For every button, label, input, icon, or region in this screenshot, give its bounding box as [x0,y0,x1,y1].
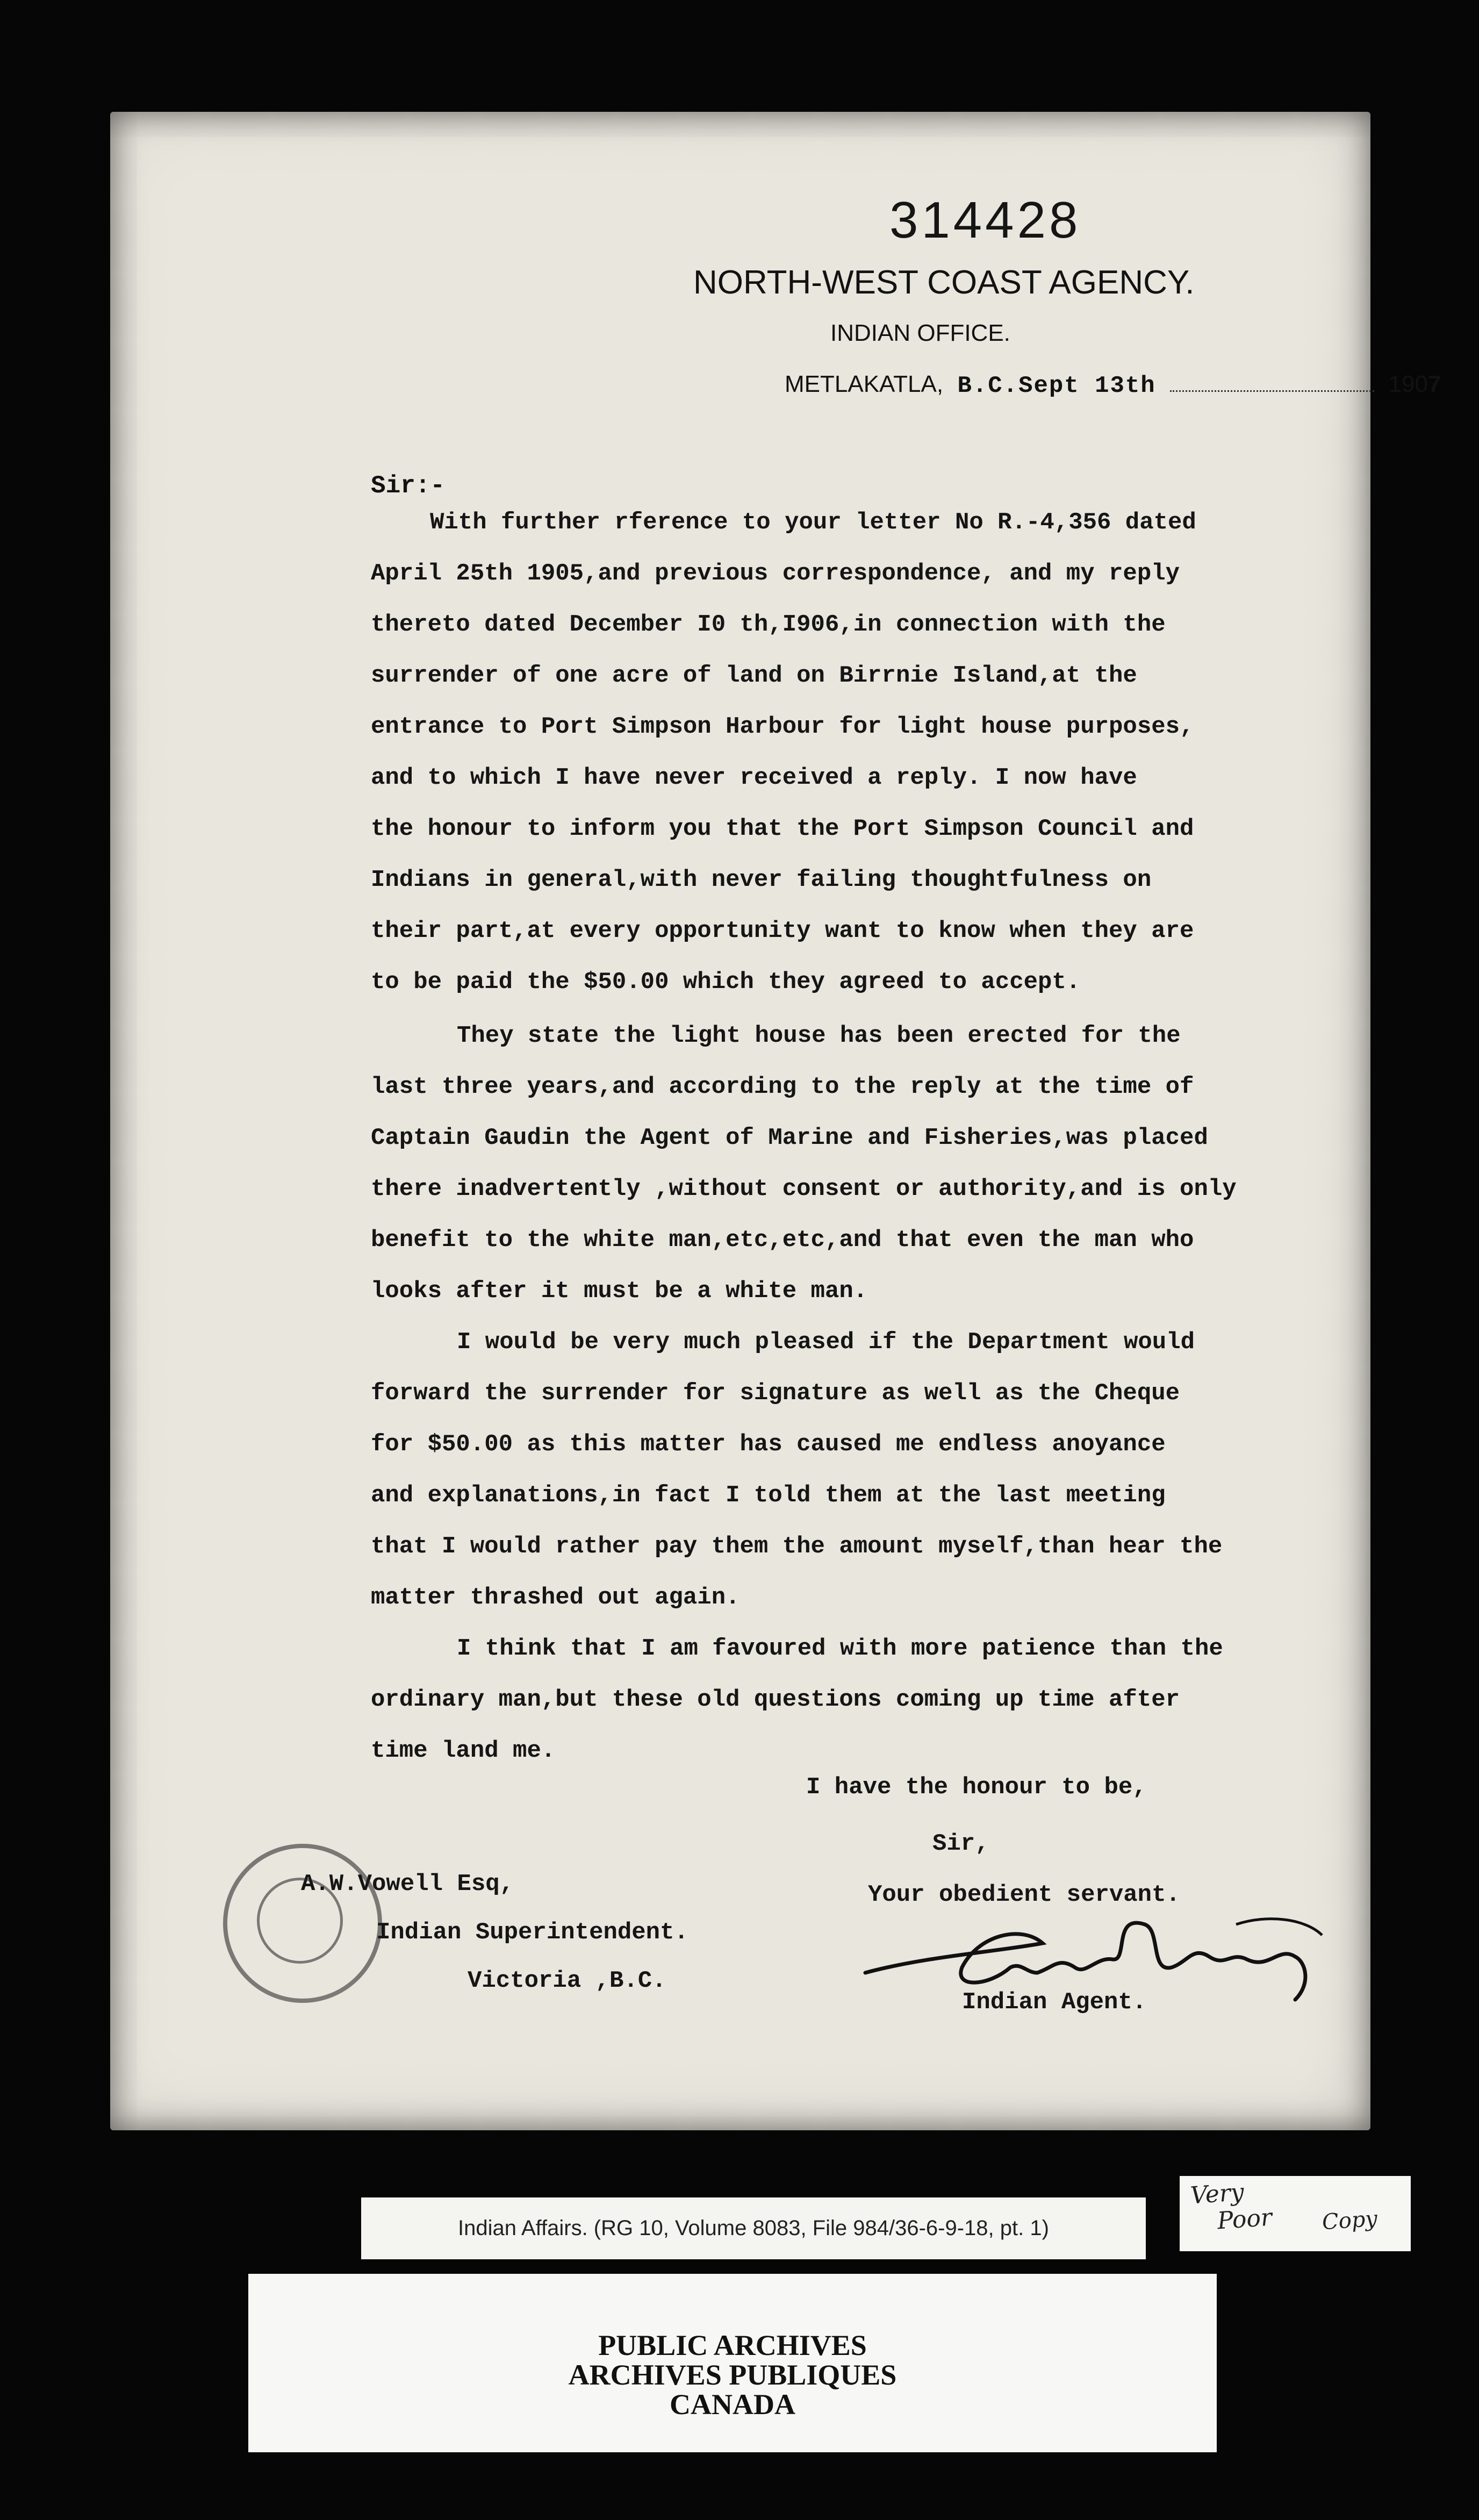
text-line: the honour to inform you that the Port Simpson Council and [371,815,1194,842]
note-line-2: Poor [1216,2203,1273,2235]
text-line: for $50.00 as this matter has caused me endless anoyance [371,1431,1166,1458]
addressee-place: Victoria ,B.C. [468,1967,666,1994]
paragraph-1 [371,497,1295,1008]
date-written: B.C.Sept 13th [957,373,1156,399]
note-line-1: Very [1189,2178,1245,2210]
paragraph-2 [371,1011,1295,1317]
place-name: METLAKATLA, [785,371,944,397]
text-line: With further rference to your letter No R.-4,356 dated [430,509,1196,536]
text-line: They state the light house has been erected for the [457,1022,1181,1049]
date-rule [1170,385,1374,392]
text-line: thereto dated December I0 th,I906,in connection with the [371,611,1166,638]
paragraph-3 [371,1317,1295,1623]
text-line: last three years,and according to the reply at the time of [371,1073,1194,1100]
file-number-stamp: 314428 [889,191,1081,249]
text-line: surrender of one acre of land on Birrnie Island,at the [371,662,1137,689]
text-line: Captain Gaudin the Agent of Marine and Fisheries,was placed [371,1125,1208,1151]
note-line-3: Copy [1321,2206,1379,2235]
closing-honour: I have the honour to be, [806,1774,1147,1801]
text-line: that I would rather pay them the amount myself,than hear the [371,1533,1223,1560]
addressee-name: A.W.Vowell Esq, [301,1871,514,1898]
year-suffix: 7 [1427,371,1441,397]
text-line: their part,at every opportunity want to know when they are [371,918,1194,944]
text-line: there inadvertently ,without consent or authority,and is only [371,1176,1237,1202]
letterhead-office: INDIAN OFFICE. [830,320,1010,346]
signer-title: Indian Agent. [962,1989,1147,2016]
place-date-line [785,371,1441,399]
closing-sir: Sir, [932,1830,989,1857]
salutation: Sir:- [371,472,446,500]
text-line: I would be very much pleased if the Department would [457,1329,1195,1356]
text-line: and explanations,in fact I told them at the last meeting [371,1482,1166,1509]
handwritten-note [1180,2176,1411,2251]
text-line: matter thrashed out again. [371,1584,740,1611]
archive-caption: Indian Affairs. (RG 10, Volume 8083, File 984/36-6-9-18, pt. 1) [361,2197,1146,2259]
archives-line-3: CANADA [670,2388,795,2421]
text-line: to be paid the $50.00 which they agreed to accept. [371,969,1081,996]
text-line: time land me. [371,1737,556,1764]
text-line: looks after it must be a white man. [371,1278,868,1305]
addressee-title: Indian Superintendent. [376,1919,688,1946]
closing-servant: Your obedient servant. [868,1881,1180,1908]
text-line: entrance to Port Simpson Harbour for light house purposes, [371,713,1194,740]
text-line: ordinary man,but these old questions coming up time after [371,1686,1180,1713]
text-line: benefit to the white man,etc,etc,and that even the man who [371,1227,1194,1254]
text-line: Indians in general,with never failing thoughtfulness on [371,867,1152,893]
archives-line-1: PUBLIC ARCHIVES [598,2329,867,2361]
archives-line-2: ARCHIVES PUBLIQUES [568,2359,897,2391]
text-line: and to which I have never received a reply. I now have [371,764,1137,791]
paragraph-4 [371,1623,1295,1777]
text-line: April 25th 1905,and previous correspondence, and my reply [371,560,1180,587]
letterhead-agency: NORTH-WEST COAST AGENCY. [693,264,1195,301]
year-prefix: 190 [1388,371,1428,397]
text-line: forward the surrender for signature as well as the Cheque [371,1380,1180,1407]
office-seal-stamp [223,1844,382,2003]
text-line: I think that I am favoured with more patience than the [457,1635,1223,1662]
archives-label [248,2274,1217,2452]
seal-inner-ring [257,1878,343,1964]
